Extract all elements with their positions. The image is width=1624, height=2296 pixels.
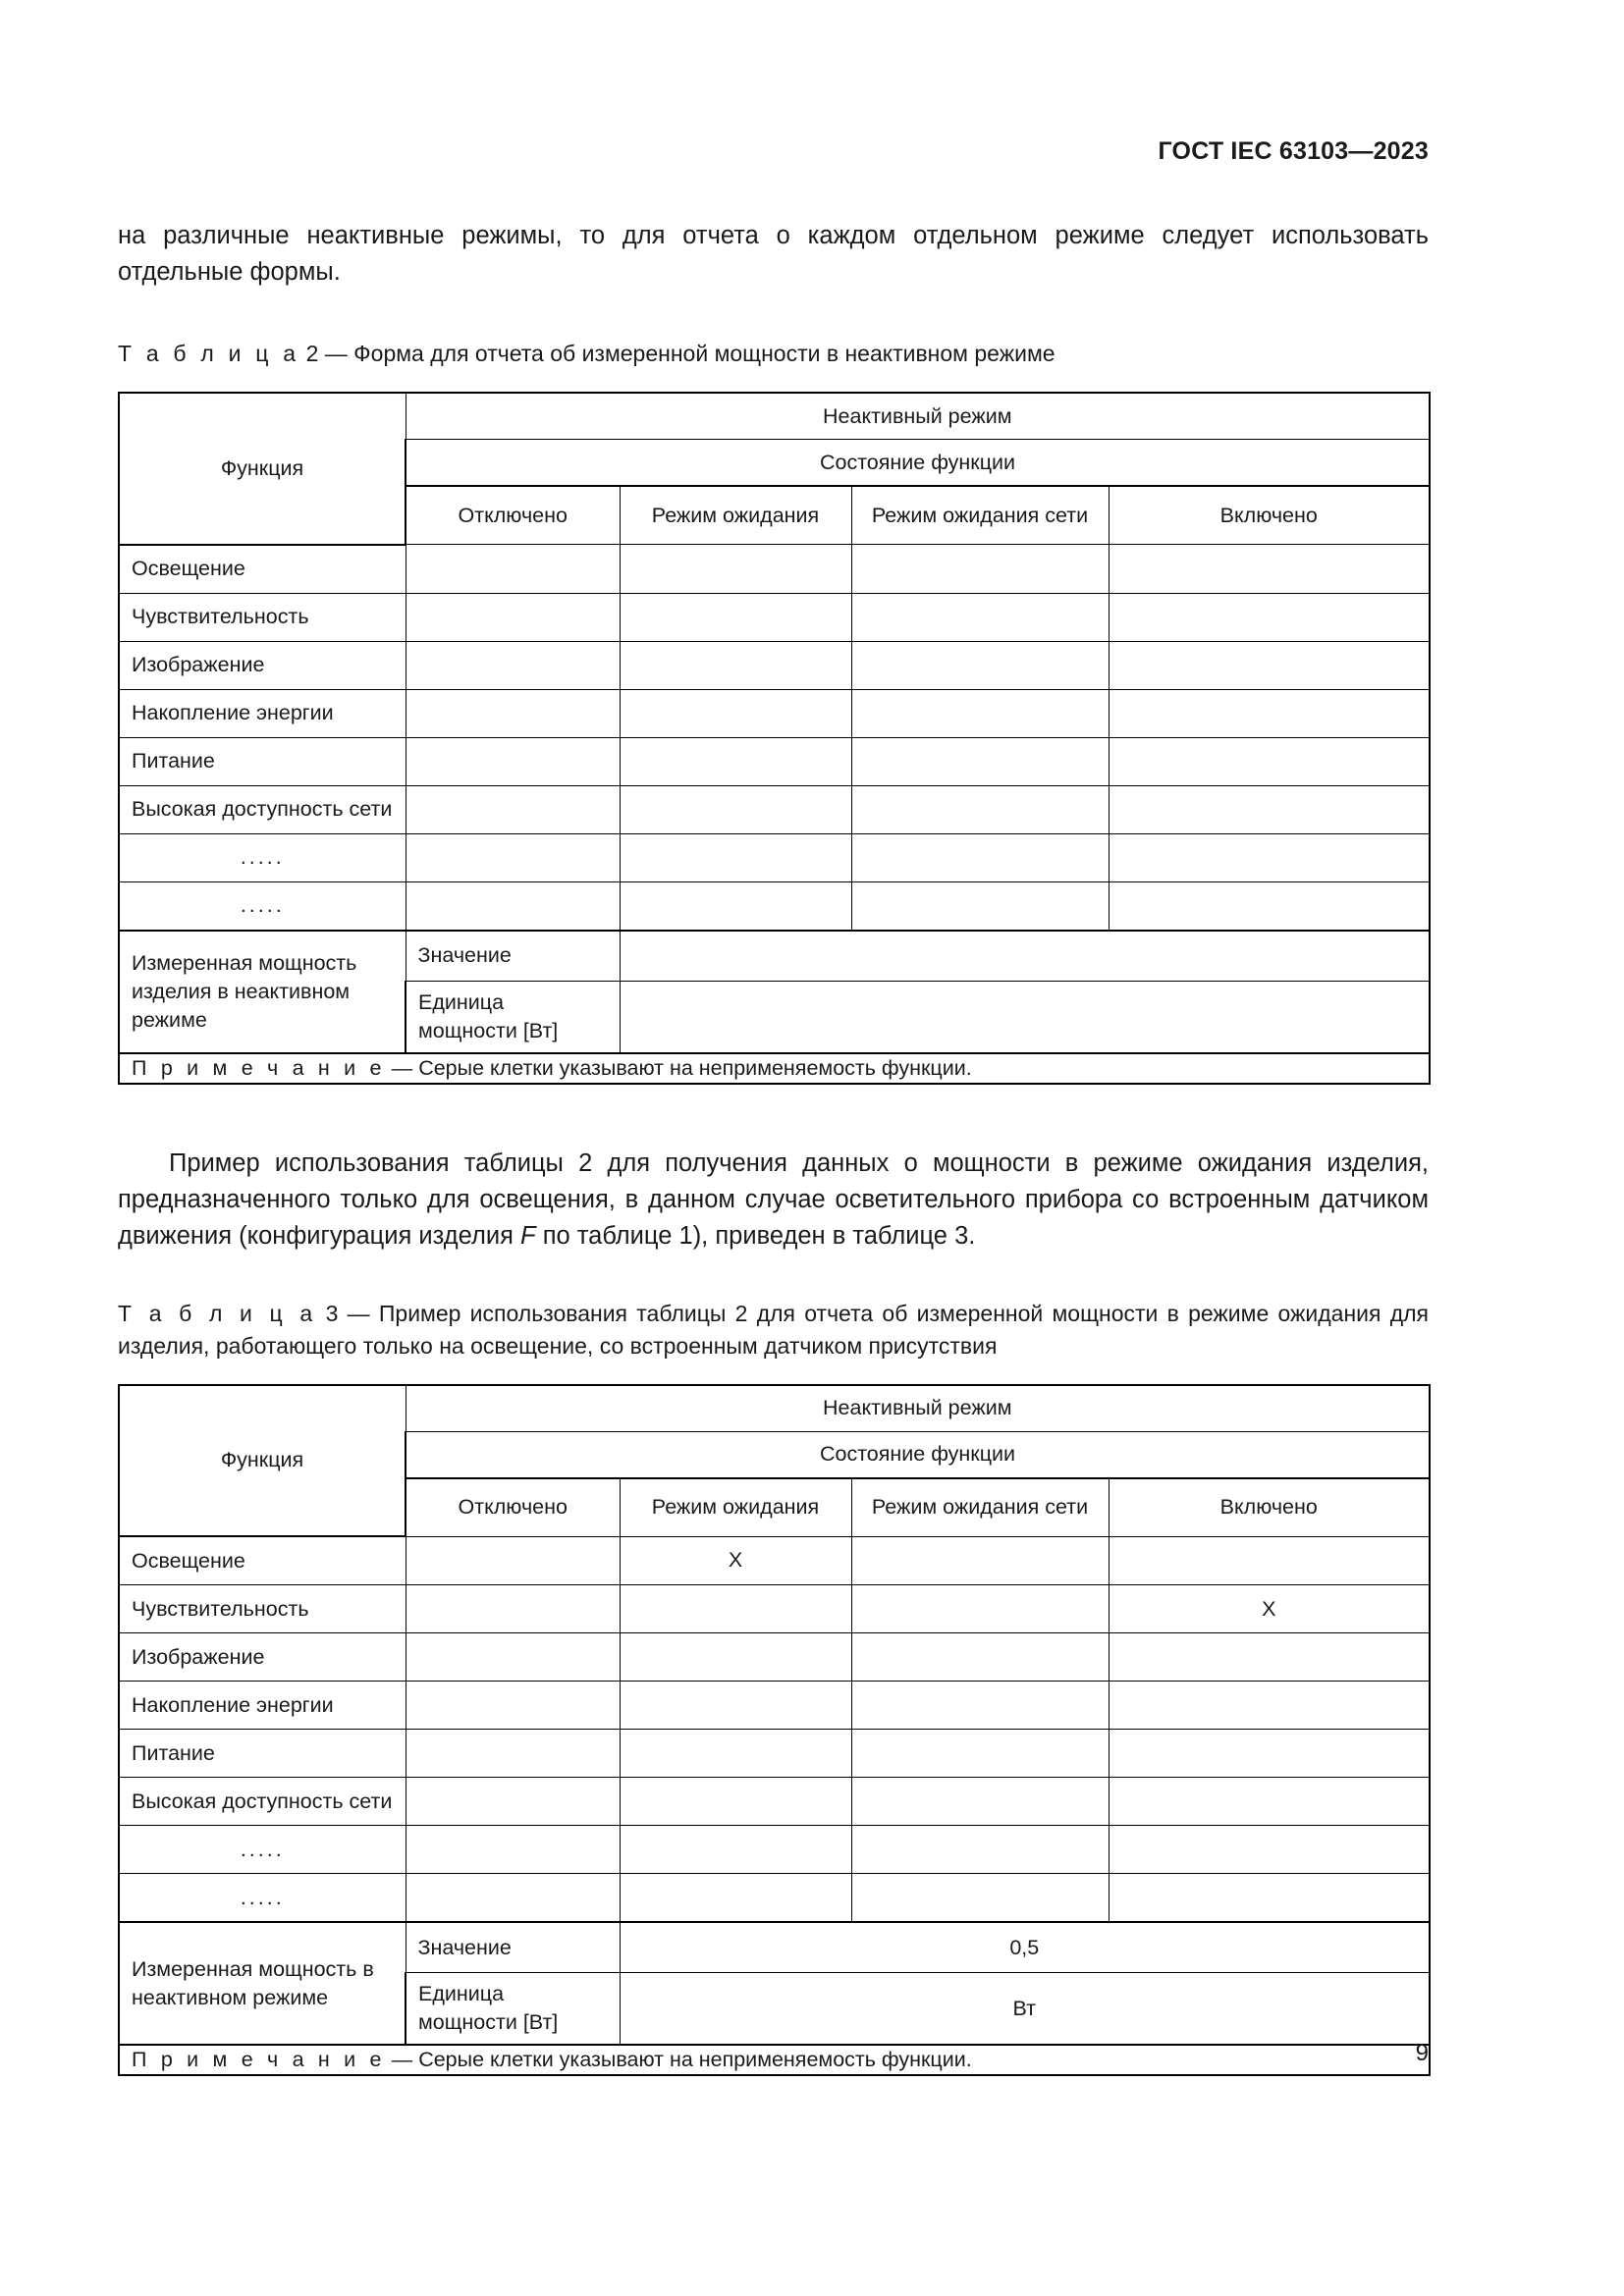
table3-cell-4-1[interactable] bbox=[620, 1730, 851, 1778]
table2-cell-1-1[interactable] bbox=[620, 593, 851, 641]
table-row bbox=[119, 1536, 1430, 1585]
table2-summary-value-row bbox=[119, 931, 1430, 982]
table2-row-label-1: Чувствительность bbox=[119, 593, 406, 641]
table3-cell-2-3[interactable] bbox=[1109, 1633, 1430, 1682]
table2-cell-0-2[interactable] bbox=[851, 545, 1109, 594]
table2-cell-2-3[interactable] bbox=[1109, 641, 1430, 689]
table3-cell-2-0[interactable] bbox=[406, 1633, 620, 1682]
table3-caption bbox=[118, 1298, 1429, 1362]
page-content bbox=[118, 218, 1429, 2076]
table3-header-function-state: Состояние функции bbox=[406, 1431, 1430, 1478]
table-row bbox=[119, 1585, 1430, 1633]
intro-paragraph: на различные неактивные режимы, то для отчета о каждом отдельном режиме следует использовать отдельные формы. bbox=[118, 222, 1429, 286]
table3-cell-7-0[interactable] bbox=[406, 1874, 620, 1923]
table3-row-label-7: ..... bbox=[119, 1874, 406, 1923]
table2-cell-7-2[interactable] bbox=[851, 881, 1109, 931]
table3-cell-5-2[interactable] bbox=[851, 1778, 1109, 1826]
page-header bbox=[118, 137, 1429, 166]
table2-cell-7-1[interactable] bbox=[620, 881, 851, 931]
table-3-standby-power-example bbox=[118, 1384, 1431, 2077]
table2-cell-3-0[interactable] bbox=[406, 689, 620, 737]
table3-cell-0-2[interactable] bbox=[851, 1536, 1109, 1585]
table2-cell-4-2[interactable] bbox=[851, 737, 1109, 785]
table2-cell-3-3[interactable] bbox=[1109, 689, 1430, 737]
table-row bbox=[119, 641, 1430, 689]
table3-row-label-3: Накопление энергии bbox=[119, 1682, 406, 1730]
table2-cell-6-3[interactable] bbox=[1109, 833, 1430, 881]
table2-header-function-state: Состояние функции bbox=[406, 440, 1430, 487]
table3-row-label-2: Изображение bbox=[119, 1633, 406, 1682]
table-row bbox=[119, 833, 1430, 881]
table2-row-label-7: ..... bbox=[119, 881, 406, 931]
table3-cell-4-0[interactable] bbox=[406, 1730, 620, 1778]
table3-header-row-1 bbox=[119, 1385, 1430, 1432]
table2-cell-4-1[interactable] bbox=[620, 737, 851, 785]
middle-paragraph-part1: Пример использования таблицы 2 для получения данных о мощности в режиме ожидания изделия, предназначенного только для освещения, в данном случае осветительного прибора со встроенным датчиком движения (конфигурация изделия bbox=[118, 1148, 1429, 1250]
table-row bbox=[119, 1633, 1430, 1682]
table3-summary-value[interactable]: 0,5 bbox=[620, 1922, 1430, 1973]
table3-caption-text: Пример использования таблицы 2 для отчета об измеренной мощности в режиме ожидания для изделия, работающего только на освещение, со встроенным датчиком присутствия bbox=[118, 1300, 1430, 1359]
table3-header-inactive-mode: Неактивный режим bbox=[406, 1385, 1430, 1432]
table2-note-row bbox=[119, 1053, 1430, 1084]
table3-cell-3-0[interactable] bbox=[406, 1682, 620, 1730]
table3-row-label-5: Высокая доступность сети bbox=[119, 1778, 406, 1826]
table2-cell-1-0[interactable] bbox=[406, 593, 620, 641]
table2-cell-1-2[interactable] bbox=[851, 593, 1109, 641]
table3-cell-3-1[interactable] bbox=[620, 1682, 851, 1730]
table3-summary-label: Измеренная мощность в неактивном режиме bbox=[119, 1922, 406, 2045]
table-row bbox=[119, 1778, 1430, 1826]
table2-caption-label: Т а б л и ц а bbox=[118, 341, 300, 366]
table3-cell-2-2[interactable] bbox=[851, 1633, 1109, 1682]
table2-row-label-4: Питание bbox=[119, 737, 406, 785]
table3-row-label-4: Питание bbox=[119, 1730, 406, 1778]
table3-header-function: Функция bbox=[119, 1385, 406, 1537]
table2-summary-unit-label: Единица мощности [Вт] bbox=[406, 981, 620, 1053]
table-row bbox=[119, 881, 1430, 931]
table2-row-label-0: Освещение bbox=[119, 545, 406, 594]
table2-note-text: Серые клетки указывают на неприменяемость функции. bbox=[418, 1055, 972, 1080]
table2-summary-label: Измеренная мощность изделия в неактивном режиме bbox=[119, 931, 406, 1053]
table2-col-on: Включено bbox=[1109, 486, 1430, 545]
table2-note bbox=[119, 1053, 1430, 1084]
table2-row-label-5: Высокая доступность сети bbox=[119, 785, 406, 833]
table3-row-label-1: Чувствительность bbox=[119, 1585, 406, 1633]
table3-summary-value-label: Значение bbox=[406, 1922, 620, 1973]
table2-header-inactive-mode: Неактивный режим bbox=[406, 393, 1430, 440]
table3-row-label-6: ..... bbox=[119, 1826, 406, 1874]
table2-note-dash: — bbox=[391, 1055, 413, 1080]
table3-col-network-standby: Режим ожидания сети bbox=[851, 1478, 1109, 1537]
table3-caption-dash: — bbox=[347, 1300, 370, 1326]
page-number: 9 bbox=[1415, 2040, 1429, 2066]
table2-cell-0-3[interactable] bbox=[1109, 545, 1430, 594]
table2-summary-value-label: Значение bbox=[406, 931, 620, 982]
table3-cell-4-2[interactable] bbox=[851, 1730, 1109, 1778]
table2-row-label-6: ..... bbox=[119, 833, 406, 881]
table3-cell-1-3[interactable]: X bbox=[1109, 1585, 1430, 1633]
table2-cell-7-0[interactable] bbox=[406, 881, 620, 931]
table3-cell-0-3[interactable] bbox=[1109, 1536, 1430, 1585]
table2-cell-5-3[interactable] bbox=[1109, 785, 1430, 833]
product-configuration-letter: F bbox=[520, 1221, 536, 1250]
table2-cell-2-1[interactable] bbox=[620, 641, 851, 689]
table2-cell-6-0[interactable] bbox=[406, 833, 620, 881]
table3-summary-unit-label: Единица мощности [Вт] bbox=[406, 1973, 620, 2046]
table3-cell-1-0[interactable] bbox=[406, 1585, 620, 1633]
table3-caption-number: 3 bbox=[325, 1300, 339, 1326]
table3-cell-5-3[interactable] bbox=[1109, 1778, 1430, 1826]
table3-cell-5-1[interactable] bbox=[620, 1778, 851, 1826]
table2-col-standby: Режим ожидания bbox=[620, 486, 851, 545]
table3-caption-label: Т а б л и ц а bbox=[118, 1300, 317, 1326]
standard-number: ГОСТ IEC 63103—2023 bbox=[1158, 137, 1429, 165]
table2-row-label-3: Накопление энергии bbox=[119, 689, 406, 737]
table-row bbox=[119, 545, 1430, 594]
table2-cell-6-2[interactable] bbox=[851, 833, 1109, 881]
table-row bbox=[119, 1730, 1430, 1778]
table2-cell-2-0[interactable] bbox=[406, 641, 620, 689]
middle-paragraph-part2: по таблице 1), приведен в таблице 3. bbox=[535, 1221, 976, 1250]
table3-note-dash: — bbox=[391, 2048, 413, 2071]
table3-cell-6-2[interactable] bbox=[851, 1826, 1109, 1874]
table3-cell-1-2[interactable] bbox=[851, 1585, 1109, 1633]
table3-note-text: Серые клетки указывают на неприменяемость функции. bbox=[418, 2048, 972, 2071]
table3-col-on: Включено bbox=[1109, 1478, 1430, 1537]
table3-note-label: П р и м е ч а н и е bbox=[132, 2048, 386, 2071]
table3-cell-7-1[interactable] bbox=[620, 1874, 851, 1923]
table3-cell-4-3[interactable] bbox=[1109, 1730, 1430, 1778]
table3-cell-1-1[interactable] bbox=[620, 1585, 851, 1633]
table-row bbox=[119, 737, 1430, 785]
table-row bbox=[119, 1826, 1430, 1874]
table2-cell-7-3[interactable] bbox=[1109, 881, 1430, 931]
table3-cell-5-0[interactable] bbox=[406, 1778, 620, 1826]
table-row bbox=[119, 689, 1430, 737]
table2-cell-5-0[interactable] bbox=[406, 785, 620, 833]
table3-col-off: Отключено bbox=[406, 1478, 620, 1537]
table2-header-row-1 bbox=[119, 393, 1430, 440]
table2-note-label: П р и м е ч а н и е bbox=[132, 1055, 386, 1080]
table3-summary-unit[interactable]: Вт bbox=[620, 1973, 1430, 2046]
middle-paragraph bbox=[118, 1146, 1429, 1255]
table3-cell-6-1[interactable] bbox=[620, 1826, 851, 1874]
table2-cell-3-2[interactable] bbox=[851, 689, 1109, 737]
table3-cell-7-2[interactable] bbox=[851, 1874, 1109, 1923]
table2-summary-value[interactable] bbox=[620, 931, 1430, 982]
table2-col-network-standby: Режим ожидания сети bbox=[851, 486, 1109, 545]
table3-cell-2-1[interactable] bbox=[620, 1633, 851, 1682]
table2-row-label-2: Изображение bbox=[119, 641, 406, 689]
table-row bbox=[119, 1874, 1430, 1923]
table2-caption-number: 2 bbox=[305, 341, 319, 366]
table2-header-function: Функция bbox=[119, 393, 406, 545]
table3-cell-6-3[interactable] bbox=[1109, 1826, 1430, 1874]
table2-cell-1-3[interactable] bbox=[1109, 593, 1430, 641]
table2-cell-5-2[interactable] bbox=[851, 785, 1109, 833]
table-row bbox=[119, 785, 1430, 833]
table2-summary-unit[interactable] bbox=[620, 981, 1430, 1053]
table2-caption bbox=[118, 338, 1429, 370]
table3-cell-0-1[interactable]: X bbox=[620, 1536, 851, 1585]
table3-cell-0-0[interactable] bbox=[406, 1536, 620, 1585]
table3-row-label-0: Освещение bbox=[119, 1536, 406, 1585]
table2-cell-0-1[interactable] bbox=[620, 545, 851, 594]
table3-cell-3-3[interactable] bbox=[1109, 1682, 1430, 1730]
table2-caption-dash: — bbox=[324, 341, 348, 366]
table3-col-standby: Режим ожидания bbox=[620, 1478, 851, 1537]
table2-cell-0-0[interactable] bbox=[406, 545, 620, 594]
table2-cell-4-0[interactable] bbox=[406, 737, 620, 785]
table3-cell-6-0[interactable] bbox=[406, 1826, 620, 1874]
table-2-inactive-power-form bbox=[118, 392, 1431, 1085]
table2-caption-text: Форма для отчета об измеренной мощности в неактивном режиме bbox=[353, 341, 1056, 366]
table2-col-off: Отключено bbox=[406, 486, 620, 545]
table3-summary-value-row bbox=[119, 1922, 1430, 1973]
table2-cell-3-1[interactable] bbox=[620, 689, 851, 737]
table-row bbox=[119, 1682, 1430, 1730]
table2-cell-2-2[interactable] bbox=[851, 641, 1109, 689]
table3-cell-7-3[interactable] bbox=[1109, 1874, 1430, 1923]
table2-cell-5-1[interactable] bbox=[620, 785, 851, 833]
table3-cell-3-2[interactable] bbox=[851, 1682, 1109, 1730]
table-row bbox=[119, 593, 1430, 641]
table2-cell-4-3[interactable] bbox=[1109, 737, 1430, 785]
table2-cell-6-1[interactable] bbox=[620, 833, 851, 881]
